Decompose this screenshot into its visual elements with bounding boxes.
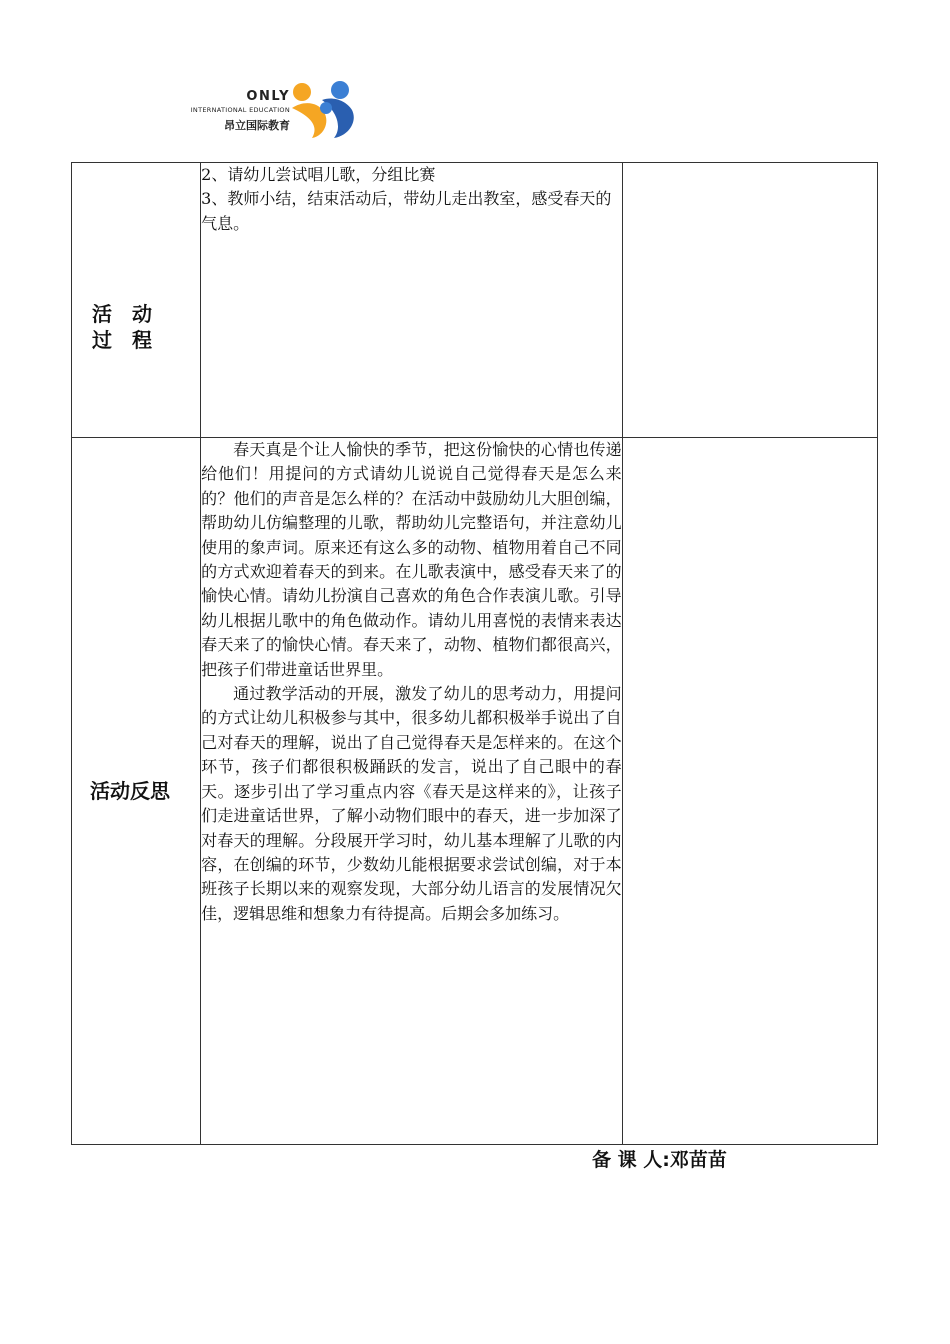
- paragraph: 3、教师小结，结束活动后，带幼儿走出教室，感受春天的气息。: [201, 189, 612, 233]
- notes-cell: [622, 438, 877, 1145]
- row-label-cell: [72, 438, 201, 1145]
- table-row-activity-process: [72, 163, 878, 438]
- lesson-plan-table: [71, 162, 878, 1145]
- logo-mark-icon: [288, 78, 358, 140]
- paragraph: 春天真是个让人愉快的季节，把这份愉快的心情也传递给他们！用提问的方式请幼儿说说自己觉得春天是怎么来的？他们的声音是怎么样的？在活动中鼓励幼儿大胆创编，帮助幼儿仿编整理的儿歌，帮助幼儿完整语句，并注意幼儿使用的象声词。原来还有这么多的动物、植物用着自己不同的方式欢迎着春天的到来。在儿歌表演中，感受春天来了的愉快心情。请幼儿扮演自己喜欢的角色合作表演儿歌。引导幼儿根据儿歌中的角色做动作。请幼儿用喜悦的表情来表达春天来了的愉快心情。春天来了，动物、植物们都很高兴，把孩子们带进童话世界里。: [201, 440, 622, 679]
- paragraph: 2、请幼儿尝试唱儿歌，分组比赛: [201, 165, 436, 184]
- notes-cell: [622, 163, 877, 438]
- activity-process-content: [201, 163, 623, 438]
- reflection-content: [201, 438, 623, 1145]
- row-label-activity-process: [92, 301, 152, 353]
- brand-name-cn: 昂立国际教育: [224, 119, 290, 132]
- brand-logo: [150, 78, 360, 140]
- lesson-preparer: 备 课 人:邓苗苗: [592, 1149, 727, 1171]
- brand-tagline: INTERNATIONAL EDUCATION: [190, 106, 290, 114]
- label-line-2: 过 程: [92, 328, 152, 352]
- brand-text: [150, 78, 290, 133]
- table-row-reflection: [72, 438, 878, 1145]
- paragraph: 通过教学活动的开展，激发了幼儿的思考动力，用提问的方式让幼儿积极参与其中，很多幼儿都积极举手说出了自己对春天的理解，说出了自己觉得春天是怎样来的。在这个环节，孩子们都很积极踊跃的发言，说出了自己眼中的春天。逐步引出了学习重点内容《春天是这样来的》，让孩子们走进童话世界，了解小动物们眼中的春天，进一步加深了对春天的理解。分段展开学习时，幼儿基本理解了儿歌的内容，在创编的环节，少数幼儿能根据要求尝试创编，对于本班孩子长期以来的观察发现，大部分幼儿语言的发展情况欠佳，逻辑思维和想象力有待提高。后期会多加练习。: [201, 684, 622, 923]
- brand-name: ONLY: [246, 89, 290, 104]
- row-label-cell: [72, 163, 201, 438]
- row-label-reflection: 活动反思: [90, 779, 170, 803]
- label-line-1: 活 动: [92, 302, 152, 326]
